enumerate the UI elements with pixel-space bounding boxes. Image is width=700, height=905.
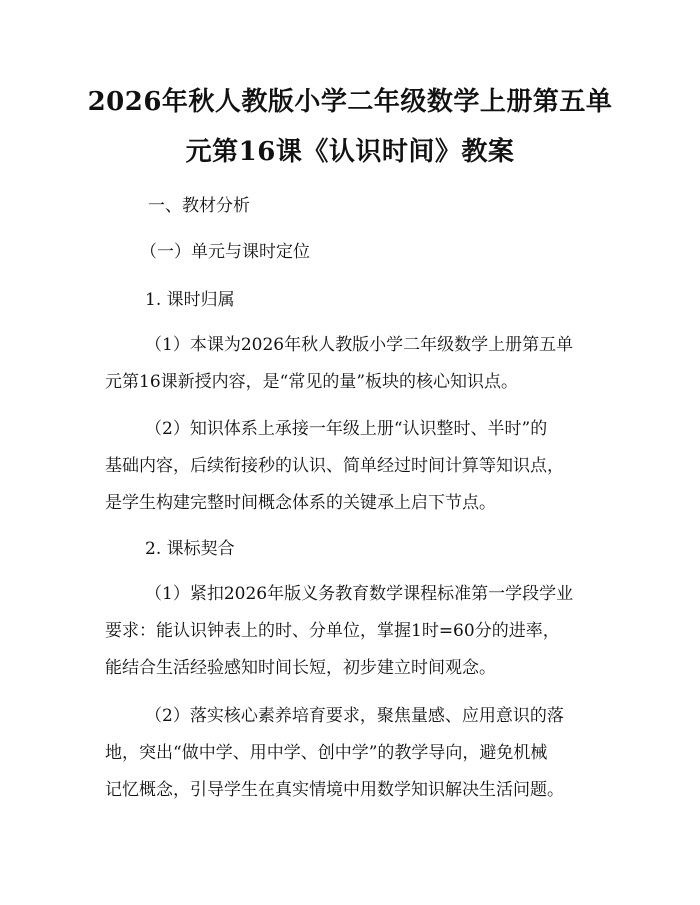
item-heading-lesson-attribution: 1. 课时归属: [145, 290, 235, 310]
paragraph-line: 要求：能认识钟表上的时、分单位，掌握1时=60分的进率，: [105, 621, 560, 641]
section-heading-analysis: 一、教材分析: [148, 196, 250, 216]
paragraph-lesson-attribution-1: [105, 327, 595, 401]
document-title-line-2: 元第16课《认识时间》教案: [185, 137, 515, 167]
paragraph-line: 元第16课新授内容，是“常见的量”板块的核心知识点。: [105, 372, 519, 392]
paragraph-line: 基础内容，后续衔接秒的认识、简单经过时间计算等知识点，: [105, 456, 564, 476]
paragraph-line: 地，突出“做中学、用中学、创中学”的教学导向，避免机械: [105, 743, 548, 763]
subsection-heading-positioning: （一）单元与课时定位: [140, 242, 310, 262]
paragraph-curriculum-fit-2: [105, 698, 595, 809]
paragraph-line: （1）紧扣2026年版义务教育数学课程标准第一学段学业: [145, 584, 574, 604]
paragraph-line: （2）落实核心素养培育要求，聚焦量感、应用意识的落: [145, 706, 564, 726]
paragraph-curriculum-fit-1: [105, 576, 595, 687]
paragraph-line: （2）知识体系上承接一年级上册“认识整时、半时”的: [145, 419, 548, 439]
paragraph-line: 能结合生活经验感知时间长短，初步建立时间观念。: [105, 658, 496, 678]
paragraph-line: 记忆概念，引导学生在真实情境中用数学知识解决生活问题。: [105, 780, 564, 800]
document-title-line-1: 2026年秋人教版小学二年级数学上册第五单: [87, 87, 613, 117]
paragraph-lesson-attribution-2: [105, 411, 595, 522]
paragraph-line: （1）本课为2026年秋人教版小学二年级数学上册第五单: [145, 335, 574, 355]
item-heading-curriculum-fit: 2. 课标契合: [145, 539, 235, 559]
paragraph-line: 是学生构建完整时间概念体系的关键承上启下节点。: [105, 493, 496, 513]
